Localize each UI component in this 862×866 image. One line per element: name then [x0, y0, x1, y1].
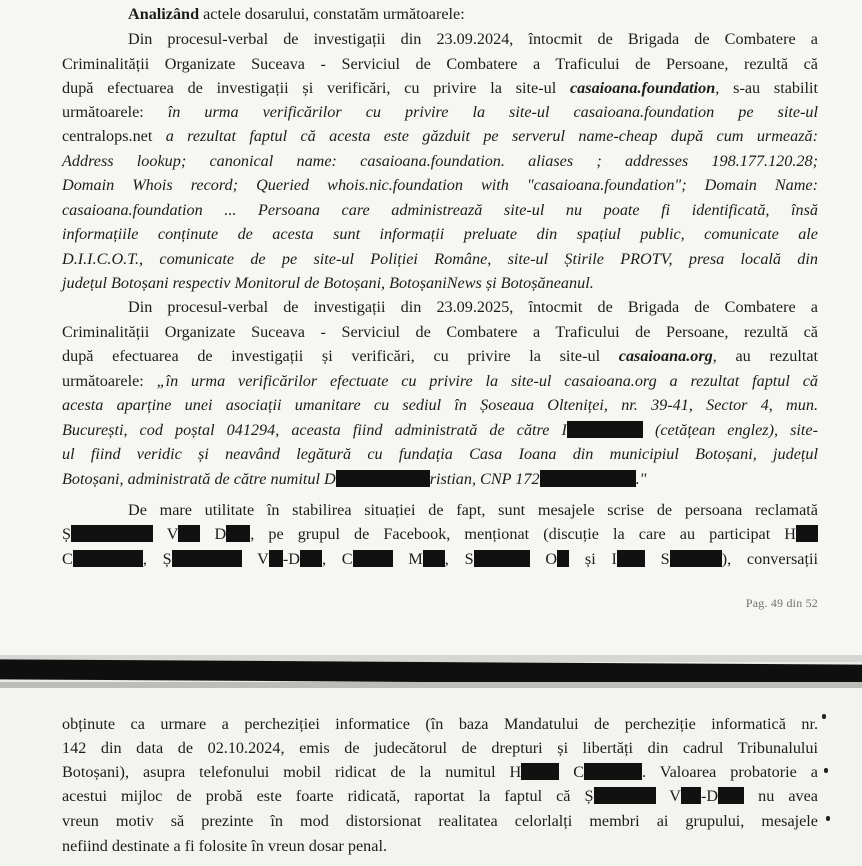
paragraph-4-line-3: C , Ș V -D , C M , S O și I S ), conversații: [62, 550, 818, 568]
paragraph-2-line-10: D.I.I.C.O.T., comunicate de pe site-ul Poliției Române, site-ul Știrile PROTV, presa locală din: [62, 250, 818, 268]
redaction-box: [423, 550, 445, 567]
paragraph-3-line-7: ul fiind veridic și neavând legătură cu fundația Casa Ioana din municipiul Botoșani, județul: [62, 445, 818, 463]
paragraph-3-line-4: următoarele: „în urma verificărilor efectuate cu privire la site-ul casaioana.org a rezultat faptul că: [62, 372, 818, 390]
paragraph-5-line-6: nefiind destinate a fi folosite în vreun dosar penal.: [62, 837, 387, 855]
redaction-box: [594, 787, 656, 804]
redaction-box: [557, 550, 569, 567]
redaction-box: [521, 763, 559, 780]
paragraph-3-line-1: Din procesul-verbal de investigații din 23.09.2025, întocmit de Brigada de Combatere a: [128, 298, 818, 316]
paragraph-5-line-2: 142 din data de 02.10.2024, emis de judecătorul de drepturi și libertăți din cadrul Tribunalului: [62, 739, 818, 757]
page-separator: [0, 655, 862, 688]
redaction-box: [796, 525, 818, 542]
site-name-foundation: casaioana.foundation: [570, 79, 716, 97]
paragraph-2-line-3: după efectuarea de investigații și verificări, cu privire la site-ul casaioana.foundation, s-au stabilit: [62, 79, 818, 97]
scan-speck: [826, 816, 830, 821]
paragraph-5-line-3: Botoșani), asupra telefonului mobil ridicat de la numitul H C . Valoarea probatorie a: [62, 763, 818, 781]
redaction-box: [336, 470, 430, 487]
paragraph-2-line-7: Domain Whois record; Queried whois.nic.foundation with "casaioana.foundation"; Domain Name:: [62, 176, 818, 194]
paragraph-2-line-11: județul Botoșani respectiv Monitorul de Botoșani, BotoșaniNews și Botoșăneanul.: [62, 274, 594, 292]
redaction-box: [718, 787, 744, 804]
paragraph-3-line-2: Criminalității Organizate Suceava - Serviciul de Combatere a Traficului de Persoane, rezultă că: [62, 323, 818, 341]
scan-speck: [822, 714, 826, 719]
redaction-box: [681, 787, 701, 804]
redaction-box: [71, 525, 153, 542]
paragraph-2-line-1: Din procesul-verbal de investigații din 23.09.2024, întocmit de Brigada de Combatere a: [128, 30, 818, 48]
site-name-org: casaioana.org: [618, 347, 713, 365]
scan-speck: [824, 768, 828, 773]
paragraph-4-line-2: Ș V D , pe grupul de Facebook, menționat (discuție la care au participat H: [62, 524, 818, 544]
paragraph-5-line-4: acestui mijloc de probă este foarte ridicată, raportat la faptul că Ș V -D nu avea: [62, 787, 818, 805]
redaction-box: [300, 550, 322, 567]
redaction-box: [584, 763, 642, 780]
paragraph-3-line-3: după efectuarea de investigații și verificări, cu privire la site-ul casaioana.org, au rezultat: [62, 347, 818, 365]
paragraph-4-line-1: De mare utilitate în stabilirea situației de fapt, sunt mesajele scrise de persoana reclamată: [128, 501, 818, 519]
redaction-box: [353, 550, 393, 567]
document-page-lower: [0, 688, 862, 866]
paragraph-2-line-4: următoarele: în urma verificărilor cu privire la site-ul casaioana.foundation pe site-ul: [62, 103, 818, 121]
redaction-box: [474, 550, 530, 567]
paragraph-3-line-8: Botoșani, administrată de către numitul D ristian, CNP 172 .": [62, 470, 647, 488]
redaction-box: [617, 550, 645, 567]
redaction-box: [73, 550, 143, 567]
redaction-box: [226, 525, 250, 542]
redaction-box: [670, 550, 722, 567]
page-number: Pag. 49 din 52: [745, 596, 818, 610]
redaction-box: [178, 525, 200, 542]
intro-bold-word: Analizând: [128, 5, 200, 23]
paragraph-2-line-9: informațiile conținute de acesta sunt informații preluate din spațiul public, comunicate ale: [62, 225, 818, 243]
paragraph-3-line-6: București, cod poștal 041294, aceasta fiind administrată de către I (cetățean englez), site-: [62, 421, 818, 439]
redaction-box: [540, 470, 636, 487]
paragraph-2-line-5: centralops.net a rezultat faptul că acesta este găzduit pe serverul name-cheap după cum urmează:: [62, 127, 818, 145]
paragraph-2-line-8: casaioana.foundation ... Persoana care administrează site-ul nu poate fi identificată, însă: [62, 201, 818, 219]
paragraph-2-line-6: Address lookup; canonical name: casaioana.foundation. aliases ; addresses 198.177.120.28;: [62, 152, 818, 170]
redaction-box: [567, 421, 643, 438]
paragraph-3-line-5: acesta aparține unei asociații umanitare cu sediul în Șoseaua Olteniței, nr. 39-41, Sector 4, mun.: [62, 396, 818, 414]
paragraph-5-line-1: obținute ca urmare a percheziției informatice (în baza Mandatului de percheziție informatică nr.: [62, 715, 818, 733]
redaction-box: [269, 550, 283, 567]
paragraph-2-line-2: Criminalității Organizate Suceava - Serviciul de Combatere a Traficului de Persoane, rezultă că: [62, 55, 818, 73]
redaction-box: [172, 550, 242, 567]
intro-line: Analizând actele dosarului, constatăm următoarele:: [128, 5, 465, 23]
paragraph-5-line-5: vreun motiv să prezinte în mod distorsionat realitatea celorlalți membri ai grupului, mesajele: [62, 812, 818, 830]
